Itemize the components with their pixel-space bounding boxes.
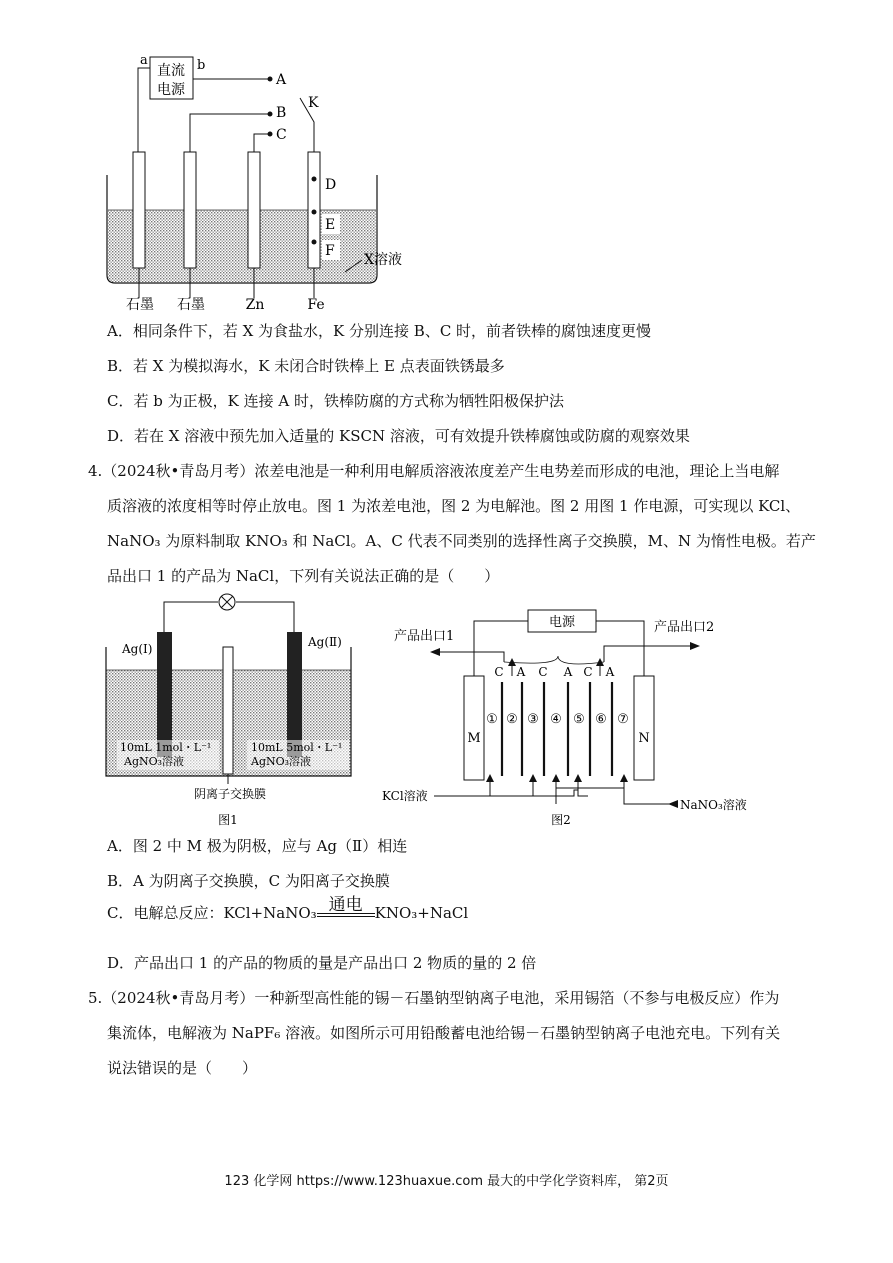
point-E: E [325,217,336,233]
reaction-arrow [317,895,375,924]
point-C: C [276,127,287,143]
electrode-ag1 [157,632,172,757]
reaction-prefix: C．电解总反应：KCl+NaNO₃ [107,904,317,922]
q4-option-c [107,895,469,924]
point-F: F [325,243,335,259]
chamber-1: ① [486,712,498,727]
anion-exchange-membrane [223,647,233,774]
membrane-label: 阴离子交换膜 [193,787,267,801]
right-solution-conc: 10mL 5mol・L⁻¹ [251,741,343,754]
q3-option-b: B．若 X 为模拟海水，K 未闭合时铁棒上 E 点表面铁锈最多 [107,357,505,375]
fig2-caption: 图2 [551,813,571,827]
chamber-2: ② [506,712,518,727]
chamber-4: ④ [550,712,562,727]
terminal-a: a [140,53,148,68]
electrode-M-label: M [467,731,481,746]
q5-stem-line-1: 5.（2024秋•青岛月考）一种新型高性能的锡－石墨钠型钠离子电池，采用锡箔（不参与电极反应）作为 [88,989,780,1007]
electrode-label-1: 石墨 [126,297,154,313]
electrode-label-4: Fe [307,297,325,313]
power-label-1: 直流 [157,63,185,79]
outlet-2-label: 产品出口2 [654,620,715,635]
chamber-3: ③ [527,712,539,727]
chamber-5: ⑤ [573,712,585,727]
membrane-label-2: A [516,665,526,679]
q3-option-c: C．若 b 为正极，K 连接 A 时，铁棒防腐的方式称为牺牲阳极保护法 [107,392,564,410]
ag1-label: Ag(Ⅰ) [122,642,153,656]
ag2-label: Ag(Ⅱ) [308,635,342,649]
electrode-graphite-2 [184,152,196,268]
q4-option-b: B．A 为阴离子交换膜，C 为阳离子交换膜 [107,872,390,890]
electrode-ag2 [287,632,302,757]
page-footer: 123 化学网 https://www.123huaxue.com 最大的中学化学资料库， 第2页 [224,1174,669,1189]
membrane-label-5: C [583,665,593,679]
electrode-graphite-1 [133,152,145,268]
nano3-inlet-label: NaNO₃溶液 [680,798,747,812]
electrode-label-2: 石墨 [177,297,205,313]
q4-option-d: D．产品出口 1 的产品的物质的量是产品出口 2 物质的量的 2 倍 [107,954,537,972]
left-solution-name: AgNO₃溶液 [124,755,185,768]
membrane-label-1: C [494,665,504,679]
q4-stem-line-4: 品出口 1 的产品为 NaCl，下列有关说法正确的是（ ） [107,567,500,585]
power-label: 电源 [548,615,576,630]
electrode-zn [248,152,260,268]
figure-corrosion-setup [100,50,420,315]
reaction-condition: 通电 [328,895,363,915]
x-solution-label: X溶液 [364,252,402,268]
q3-option-a: A．相同条件下，若 X 为食盐水，K 分别连接 B、C 时，前者铁棒的腐蚀速度更慢 [107,322,652,340]
membrane-label-6: A [605,665,615,679]
chamber-7: ⑦ [617,712,629,727]
point-D: D [325,177,337,193]
electrode-N-label: N [638,731,650,746]
electrode-M [464,676,484,780]
q4-stem-line-2: 质溶液的浓度相等时停止放电。图 1 为浓差电池，图 2 为电解池。图 2 用图 1 作电源，可实现以 KCl、 [107,497,801,515]
fig1-caption: 图1 [218,813,238,827]
right-solution-name: AgNO₃溶液 [251,755,312,768]
switch-K: K [308,95,319,111]
kcl-inlet-label: KCl溶液 [382,789,428,803]
membrane-label-3: C [538,665,548,679]
terminal-b: b [197,58,206,73]
membrane-label-4: A [563,665,573,679]
point-B: B [276,105,287,121]
power-label-2: 电源 [157,82,185,98]
electrode-label-3: Zn [245,297,265,313]
point-A: A [276,72,287,88]
q4-stem-line-1: 4.（2024秋•青岛月考）浓差电池是一种利用电解质溶液浓度差产生电势差而形成的电池，理论上当电解 [88,462,780,480]
figure-concentration-cell [100,592,362,828]
q5-stem-line-3: 说法错误的是（ ） [107,1059,258,1077]
reaction-products: KNO₃+NaCl [374,904,469,922]
q5-stem-line-2: 集流体，电解液为 NaPF₆ 溶液。如图所示可用铅酸蓄电池给锡－石墨钠型钠离子电池充电。下列有关 [107,1024,781,1042]
q4-option-a: A．图 2 中 M 极为阴极，应与 Ag（Ⅱ）相连 [107,837,408,855]
outlet-1-label: 产品出口1 [394,629,455,644]
q3-option-d: D．若在 X 溶液中预先加入适量的 KSCN 溶液，可有效提升铁棒腐蚀或防腐的观察效果 [107,427,690,445]
figure-electrolysis-cell [378,604,758,828]
electrode-N [634,676,654,780]
left-solution-conc: 10mL 1mol・L⁻¹ [120,741,212,754]
q4-stem-line-3: NaNO₃ 为原料制取 KNO₃ 和 NaCl。A、C 代表不同类别的选择性离子交换膜，M、N 为惰性电极。若产 [107,532,816,550]
chamber-6: ⑥ [595,712,607,727]
